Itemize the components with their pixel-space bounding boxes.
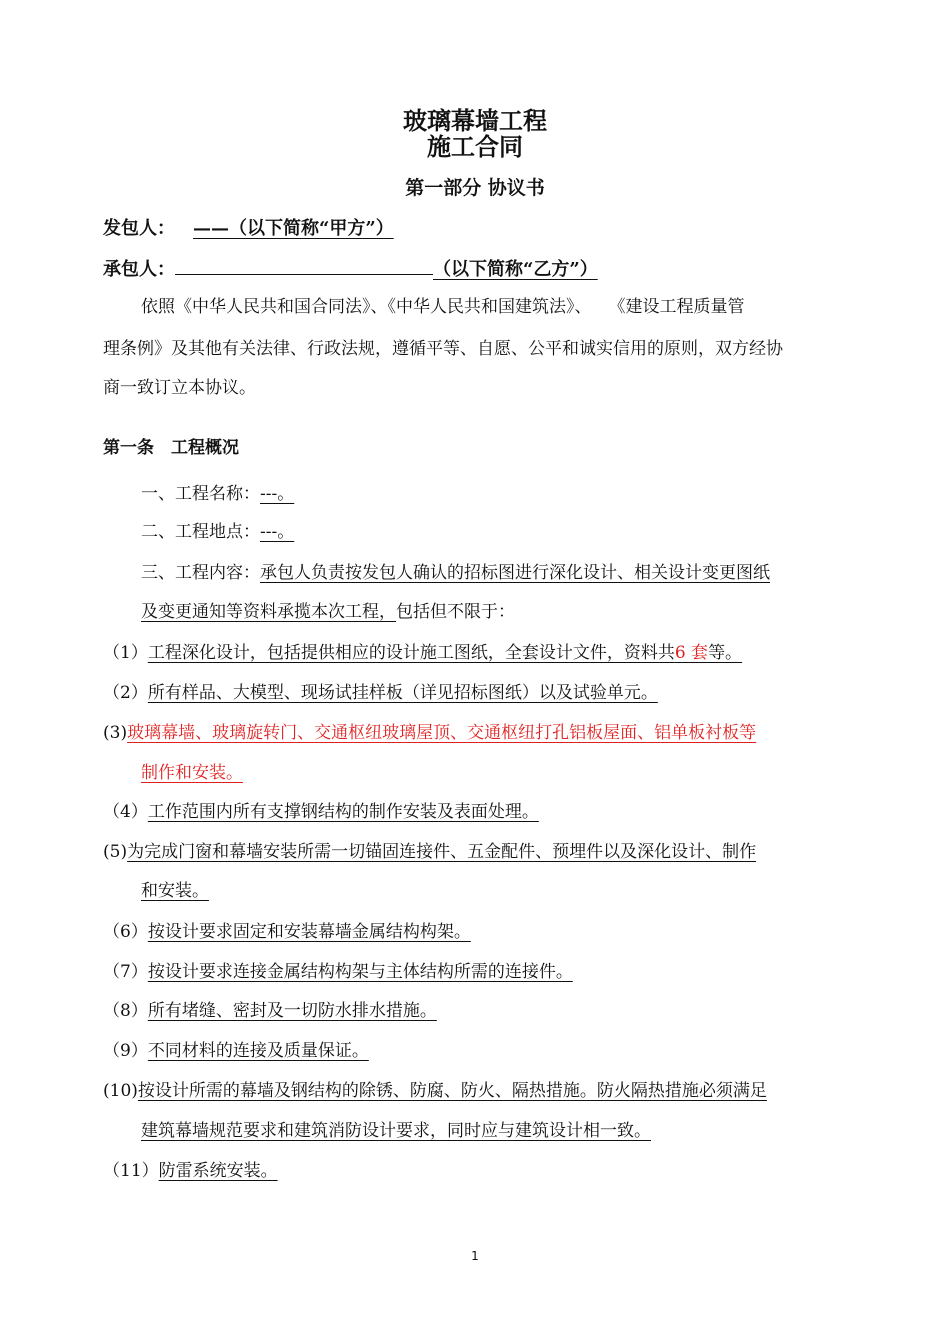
project-content-line-2b: 包括但不限于： (396, 602, 515, 622)
employer-value: ——（以下简称“甲方”） (193, 218, 394, 239)
preamble-line-3: 商一致订立本协议。 (103, 378, 256, 398)
employer-label: 发包人： (103, 218, 175, 239)
scope-item-10 (103, 1076, 767, 1101)
contractor-blank (175, 256, 433, 275)
scope-item-text: 工程深化设计，包括提供相应的设计施工图纸，全套设计文件，资料共 (147, 643, 675, 663)
scope-item-number: （7） (103, 962, 148, 982)
scope-item-number: （2） (103, 683, 148, 703)
project-content-line-1: 承包人负责按发包人确认的招标图进行深化设计、相关设计变更图纸 (260, 563, 770, 583)
scope-item-number: （1） (103, 643, 148, 663)
project-name-value: ---。 (260, 484, 295, 504)
scope-item-10-cont: 建筑幕墙规范要求和建筑消防设计要求，同时应与建筑设计相一致。 (141, 1121, 651, 1141)
scope-item-5 (103, 837, 756, 862)
scope-item-text: 所有样品、大模型、现场试挂样板（详见招标图纸）以及试验单元。 (147, 683, 658, 703)
project-content-row-1 (141, 558, 770, 583)
scope-item-text: 玻璃幕墙、玻璃旋转门、交通枢纽玻璃屋顶、交通枢纽打孔铝板屋面、铝单板衬板等 (127, 723, 757, 743)
scope-item-number: （11） (103, 1161, 159, 1181)
scope-item-number: （4） (103, 802, 148, 822)
scope-item-text: 工作范围内所有支撑钢结构的制作安装及表面处理。 (147, 802, 539, 822)
scope-item-number: （9） (103, 1041, 148, 1061)
title-line-1: 玻璃幕墙工程 (403, 106, 547, 135)
document-set-count: 6 套 (674, 643, 709, 663)
project-location-value: ---。 (260, 522, 295, 542)
scope-item-text: 为完成门窗和幕墙安装所需一切锚固连接件、五金配件、预埋件以及深化设计、制作 (127, 842, 757, 862)
preamble-line-1: 依照《中华人民共和国合同法》、《中华人民共和国建筑法》、 《建设工程质量管 (141, 297, 745, 317)
page-number: 1 (471, 1249, 479, 1263)
scope-item-number: （6） (103, 922, 148, 942)
scope-item-3-cont: 制作和安装。 (141, 763, 243, 783)
employer-row (103, 214, 394, 240)
scope-item-text: 按设计要求固定和安装幕墙金属结构构架。 (147, 922, 471, 942)
project-name-label: 一、工程名称： (141, 484, 260, 504)
contractor-label: 承包人： (103, 259, 175, 280)
scope-item-9 (103, 1036, 369, 1061)
scope-item-text: 不同材料的连接及质量保证。 (147, 1041, 369, 1061)
scope-item-text-end: 等。 (708, 643, 743, 663)
scope-item-8 (103, 996, 437, 1021)
section-title: 第一部分 协议书 (405, 177, 545, 199)
article-1-heading: 第一条 工程概况 (103, 438, 239, 458)
scope-item-4 (103, 797, 539, 822)
project-content-line-2a: 及变更通知等资料承揽本次工程， (141, 602, 396, 622)
project-location-row (141, 517, 294, 542)
scope-item-3 (103, 718, 756, 743)
contractor-row (103, 255, 598, 281)
scope-item-5-cont: 和安装。 (141, 881, 209, 901)
preamble-line-2: 理条例》及其他有关法律、行政法规，遵循平等、自愿、公平和诚实信用的原则，双方经协 (103, 339, 783, 359)
scope-item-text: 按设计所需的幕墙及钢结构的除锈、防腐、防火、隔热措施。防火隔热措施必须满足 (137, 1081, 767, 1101)
scope-item-7 (103, 957, 573, 982)
scope-item-number: (10) (103, 1081, 138, 1101)
scope-item-1 (103, 638, 742, 663)
project-name-row (141, 479, 294, 504)
scope-item-2 (103, 678, 658, 703)
contractor-value: （以下简称“乙方”） (433, 259, 598, 280)
scope-item-number: （8） (103, 1001, 148, 1021)
scope-item-text: 防雷系统安装。 (158, 1161, 278, 1181)
scope-item-text: 按设计要求连接金属结构构架与主体结构所需的连接件。 (147, 962, 573, 982)
scope-item-6 (103, 917, 471, 942)
title-line-2: 施工合同 (427, 132, 523, 161)
scope-item-number: (5) (103, 842, 128, 862)
project-content-row-2 (141, 597, 515, 622)
scope-item-11 (103, 1156, 278, 1181)
project-content-label: 三、工程内容： (141, 563, 260, 583)
scope-item-number: (3) (103, 723, 128, 743)
scope-item-text: 所有堵缝、密封及一切防水排水措施。 (147, 1001, 437, 1021)
project-location-label: 二、工程地点： (141, 522, 260, 542)
